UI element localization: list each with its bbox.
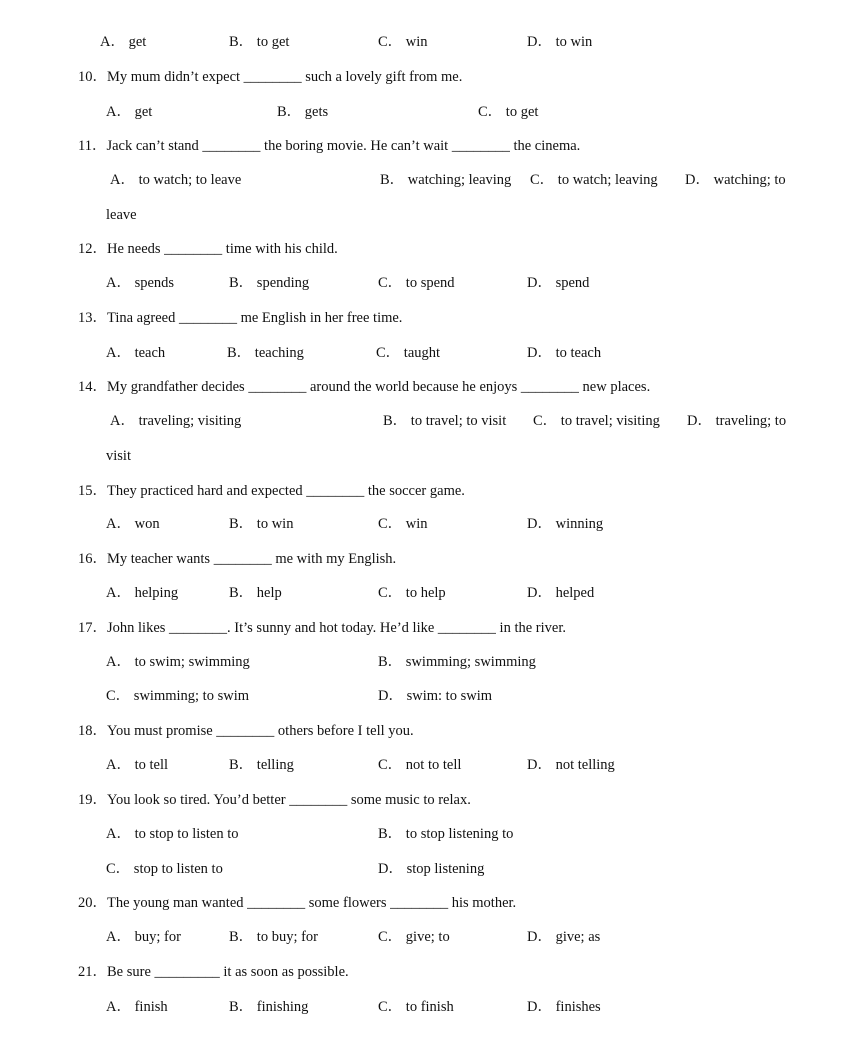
answer-option: A． helping [106,585,179,601]
answer-option: C． stop to listen to [106,861,223,877]
question-text: 17．John likes ________. It’s sunny and hot today. He’d like ________ in the river. [78,620,566,636]
answer-option: D． swim: to swim [378,688,492,704]
answer-option: B． to stop listening to [378,826,514,842]
answer-option: A． to watch; to leave [110,172,242,188]
answer-option: B． telling [229,757,294,773]
answer-option: B． to get [229,34,290,50]
answer-option: C． taught [376,345,441,361]
answer-option: D． to teach [527,345,602,361]
answer-option: A． to tell [106,757,169,773]
answer-option: D． watching; to [685,172,786,188]
answer-option: A． to stop to listen to [106,826,239,842]
answer-option: C． to travel; visiting [533,413,660,429]
option-continuation: visit [106,448,131,464]
answer-option: A． get [106,104,153,120]
answer-option: C． swimming; to swim [106,688,250,704]
answer-option: C． win [378,34,428,50]
answer-option: D． spend [527,275,590,291]
answer-option: B． help [229,585,282,601]
answer-option: B． finishing [229,999,309,1015]
answer-option: C． not to tell [378,757,462,773]
question-text: 11．Jack can’t stand ________ the boring movie. He can’t wait ________ the cinema. [78,138,581,154]
question-text: 16．My teacher wants ________ me with my English. [78,551,397,567]
answer-option: B． spending [229,275,310,291]
answer-option: D． stop listening [378,861,485,877]
question-text: 18．You must promise ________ others before I tell you. [78,723,414,739]
answer-option: A． teach [106,345,166,361]
answer-option: B． gets [277,104,329,120]
answer-option: A． traveling; visiting [110,413,242,429]
option-continuation: leave [106,207,137,223]
answer-option: A． won [106,516,160,532]
answer-option: C． to help [378,585,446,601]
answer-option: D． not telling [527,757,615,773]
answer-option: D． finishes [527,999,601,1015]
answer-option: B． to win [229,516,294,532]
answer-option: A． to swim; swimming [106,654,250,670]
answer-option: B． to buy; for [229,929,319,945]
answer-option: B． teaching [227,345,304,361]
answer-option: C． give; to [378,929,450,945]
answer-option: D． helped [527,585,595,601]
answer-option: A． finish [106,999,168,1015]
answer-option: D． traveling; to [687,413,787,429]
answer-option: D． to win [527,34,593,50]
question-text: 21．Be sure _________ it as soon as possible. [78,964,349,980]
answer-option: C． to spend [378,275,455,291]
question-text: 12．He needs ________ time with his child. [78,241,338,257]
answer-option: D． give; as [527,929,601,945]
answer-option: B． swimming; swimming [378,654,536,670]
question-text: 20．The young man wanted ________ some flowers ________ his mother. [78,895,517,911]
question-text: 14．My grandfather decides ________ around the world because he enjoys ________ new places. [78,379,651,395]
answer-option: A． buy; for [106,929,181,945]
answer-option: C． to watch; leaving [530,172,658,188]
question-text: 15．They practiced hard and expected ________ the soccer game. [78,483,465,499]
question-text: 19．You look so tired. You’d better ________ some music to relax. [78,792,471,808]
answer-option: A． get [100,34,147,50]
question-text: 10．My mum didn’t expect ________ such a lovely gift from me. [78,69,463,85]
answer-option: B． watching; leaving [380,172,512,188]
answer-option: D． winning [527,516,604,532]
answer-option: A． spends [106,275,175,291]
answer-option: C． to finish [378,999,454,1015]
answer-option: C． win [378,516,428,532]
question-text: 13．Tina agreed ________ me English in her free time. [78,310,403,326]
answer-option: C． to get [478,104,539,120]
answer-option: B． to travel; to visit [383,413,507,429]
